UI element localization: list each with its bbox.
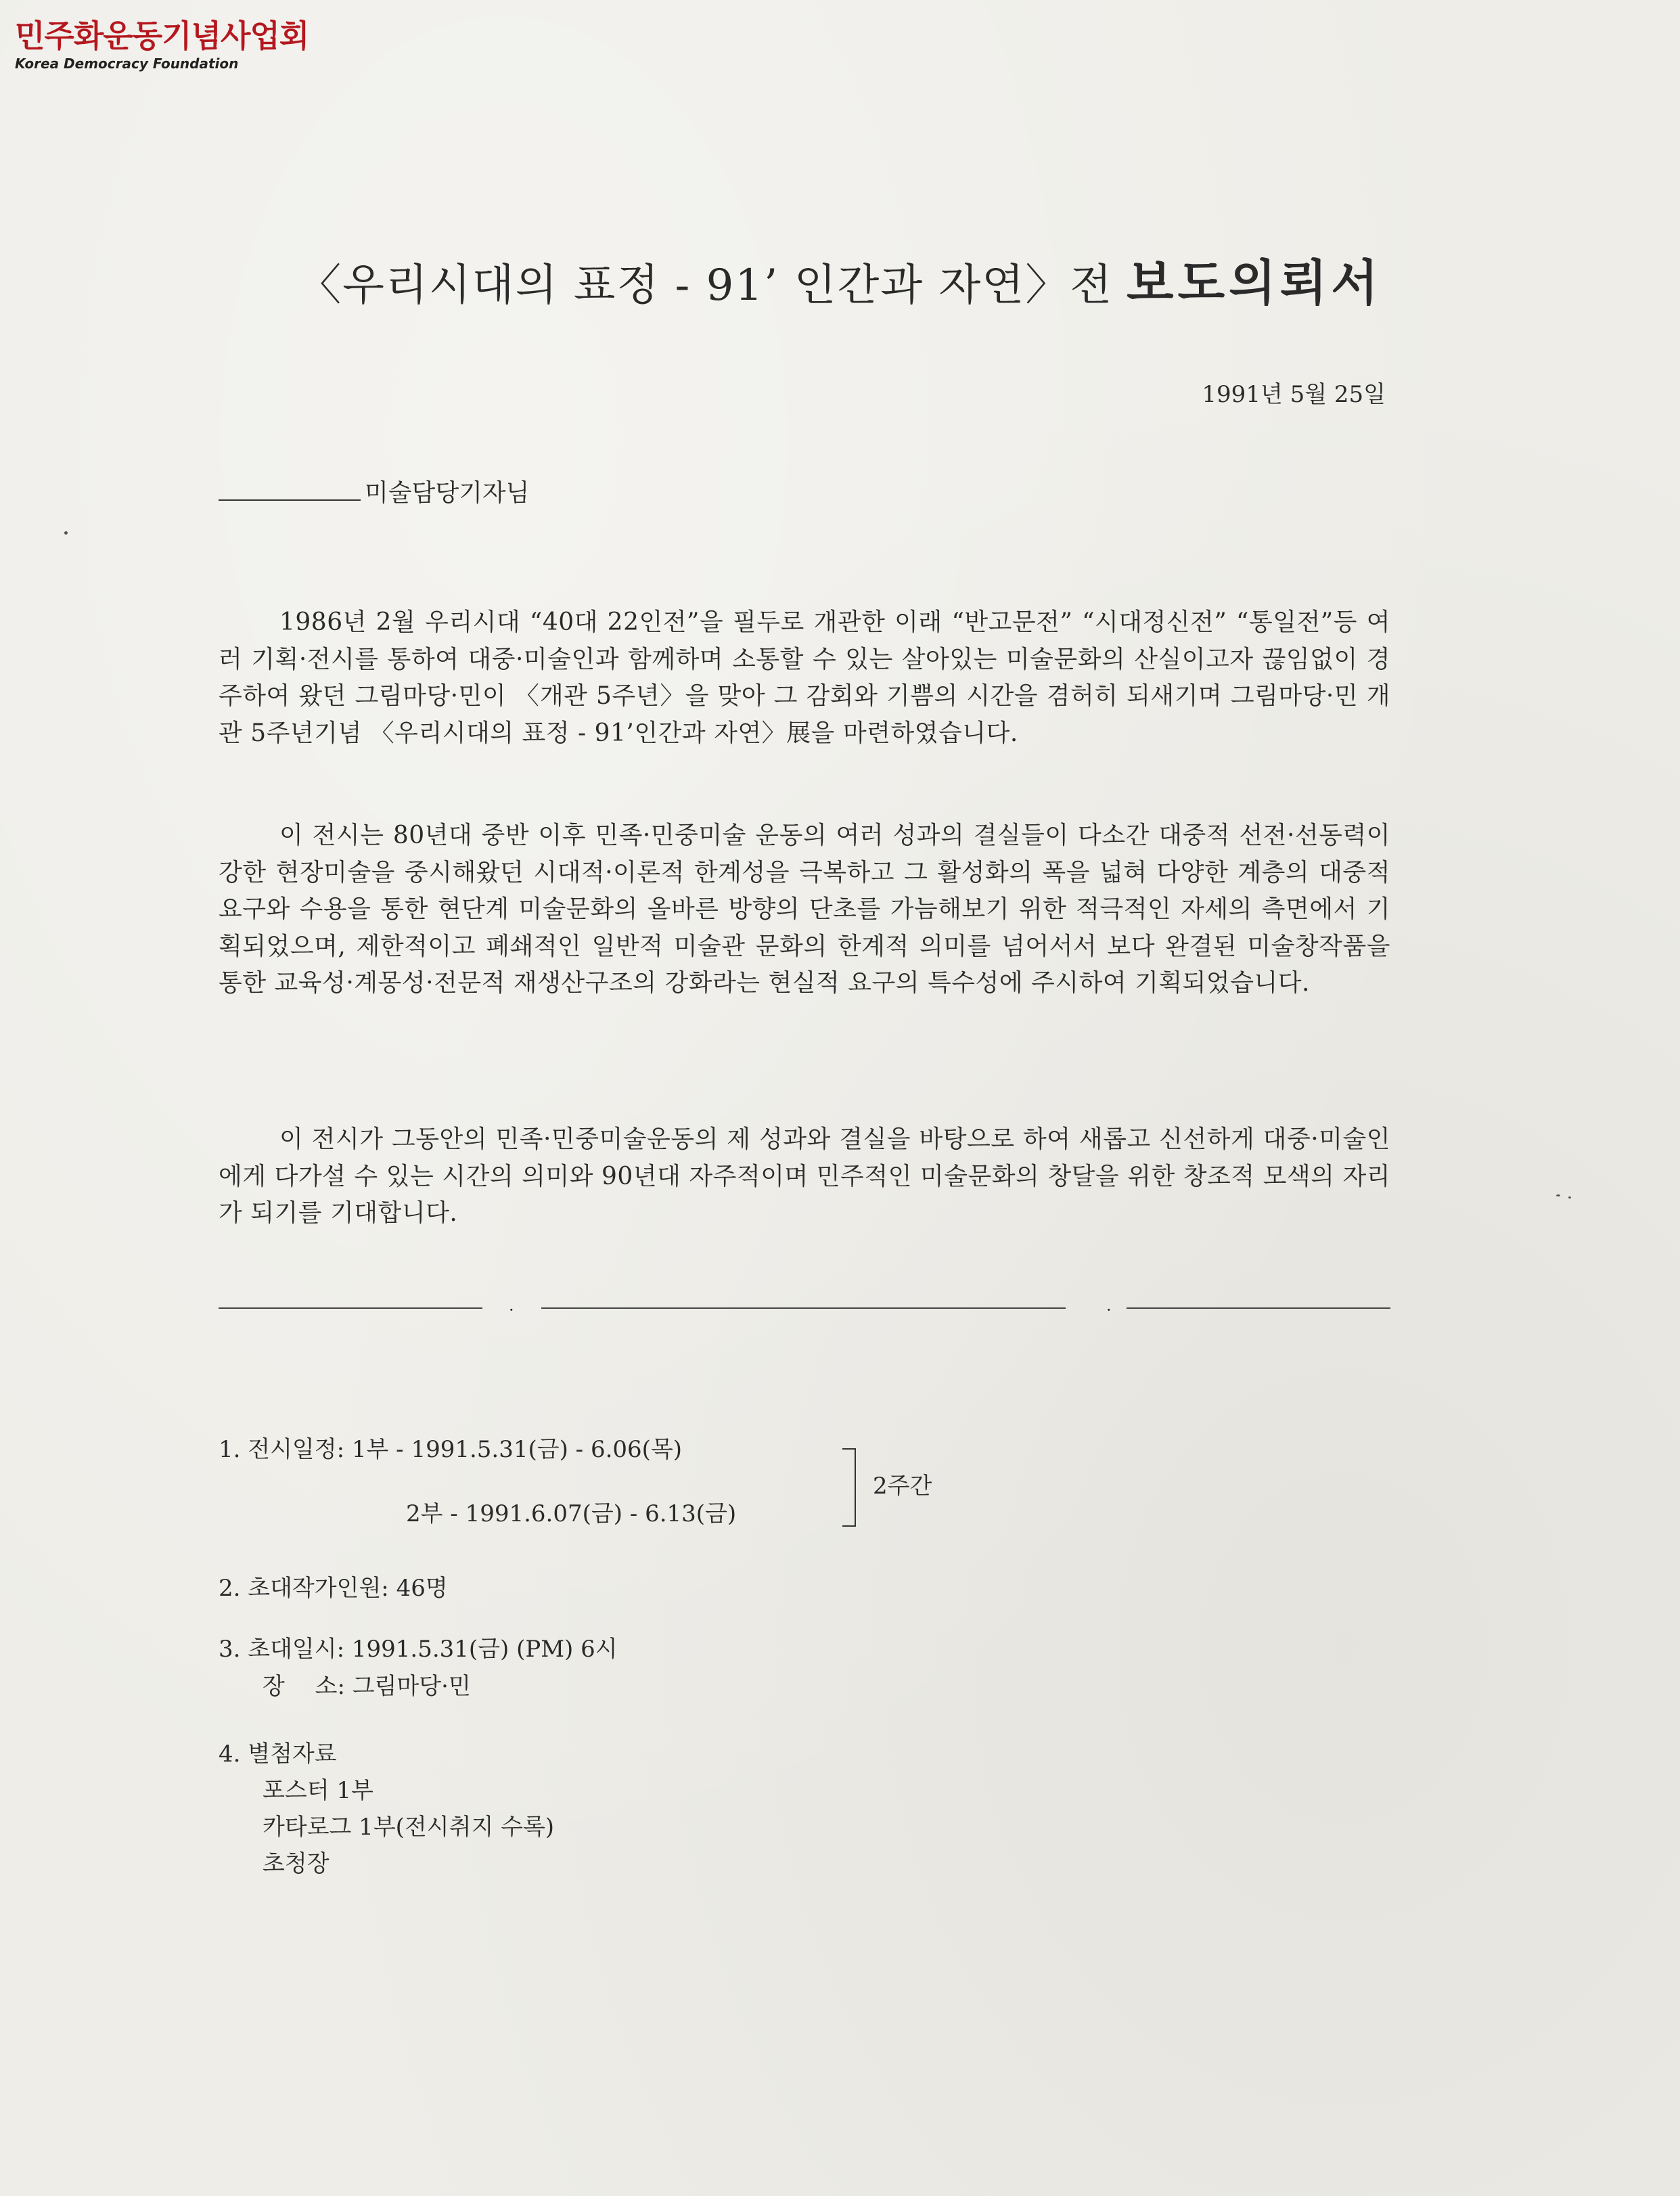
paper-speck [1568, 1196, 1571, 1198]
recipient-line [219, 474, 529, 508]
body-paragraph-1: 1986년 2월 우리시대 “40대 22인전”을 필두로 개관한 이래 “반고문전” “시대정신전” “통일전”등 여러 기획·전시를 통하여 대중·미술인과 함께하며 소통할 수 있는 살아있는 미술문화의 산실이고자 끊임없이 경주하여 왔던 그림마당·민이 〈개관 5주년〉을 맞아 그 감회와 기쁨의 시간을 겸허히 되새기며 그림마당·민 개관 5주년기념 〈우리시대의 표정 - 91’인간과 자연〉展을 마련하였습니다. [219, 608, 1390, 747]
divider-dot-2: · [1106, 1301, 1112, 1320]
divider-line-1 [219, 1307, 482, 1309]
recipient-blank [219, 479, 361, 501]
paper-speck [64, 531, 68, 535]
body-paragraph-3: 이 전시가 그동안의 민족·민중미술운동의 제 성과와 결실을 바탕으로 하여 새롭고 신선하게 대중·미술인에게 다가설 수 있는 시간의 의미와 90년대 자주적이며 민주적인 미술문화의 창달을 위한 창조적 모색의 자리가 되기를 기대합니다. [219, 1125, 1390, 1227]
attachment-item: 카타로그 1부(전시취지 수록) [263, 1814, 555, 1841]
attachment-item: 초청장 [263, 1850, 330, 1877]
item-venue: 장 소: 그림마당·민 [263, 1673, 471, 1700]
divider-line-2 [541, 1307, 1066, 1309]
paper-speck [1556, 1194, 1560, 1196]
foundation-watermark [15, 20, 309, 72]
title-exhibition: 〈우리시대의 표정 - 91’ 인간과 자연〉전 [298, 261, 1114, 311]
recipient-label: 미술담당기자님 [365, 479, 530, 507]
schedule-bracket [842, 1448, 856, 1527]
attachment-item: 포스터 1부 [263, 1777, 373, 1804]
item-attachments [219, 1736, 554, 1882]
item-schedule-part1: 1. 전시일정: 1부 - 1991.5.31(금) - 6.06(목) [219, 1436, 683, 1463]
item-artist-count: 2. 초대작가인원: 46명 [219, 1575, 448, 1602]
attachments-heading: 4. 별첨자료 [219, 1741, 337, 1768]
document-title [0, 244, 1680, 314]
watermark-english: Korea Democracy Foundation [15, 55, 239, 72]
item-schedule-part2: 2부 - 1991.6.07(금) - 6.13(금) [406, 1500, 737, 1527]
item-opening-time: 3. 초대일시: 1991.5.31(금) (PM) 6시 [219, 1636, 618, 1663]
divider-line-3 [1127, 1307, 1390, 1309]
document-date: 1991년 5월 25일 [1202, 381, 1386, 408]
schedule-duration: 2주간 [873, 1473, 932, 1500]
divider-dot-1: · [509, 1301, 514, 1320]
watermark-korean: 민주화운동기념사업회 [15, 18, 309, 54]
body-paragraph-2: 이 전시는 80년대 중반 이후 민족·민중미술 운동의 여러 성과의 결실들이 다소간 대중적 선전·선동력이 강한 현장미술을 중시해왔던 시대적·이론적 한계성을 극복하고 그 활성화의 폭을 넓혀 다양한 계층의 대중적 요구와 수용을 통한 현단계 미술문화의 올바른 방향의 단초를 가늠해보기 위한 적극적인 자세의 측면에서 기획되었으며, 제한적이고 폐쇄적인 일반적 미술관 문화의 한계적 의미를 넘어서서 보다 완결된 미술창작품을 통한 교육성·계몽성·전문적 재생산구조의 강화라는 현실적 요구의 특수성에 주시하여 기획되었습니다. [219, 822, 1390, 997]
title-press-request: 보도의뢰서 [1127, 254, 1382, 311]
